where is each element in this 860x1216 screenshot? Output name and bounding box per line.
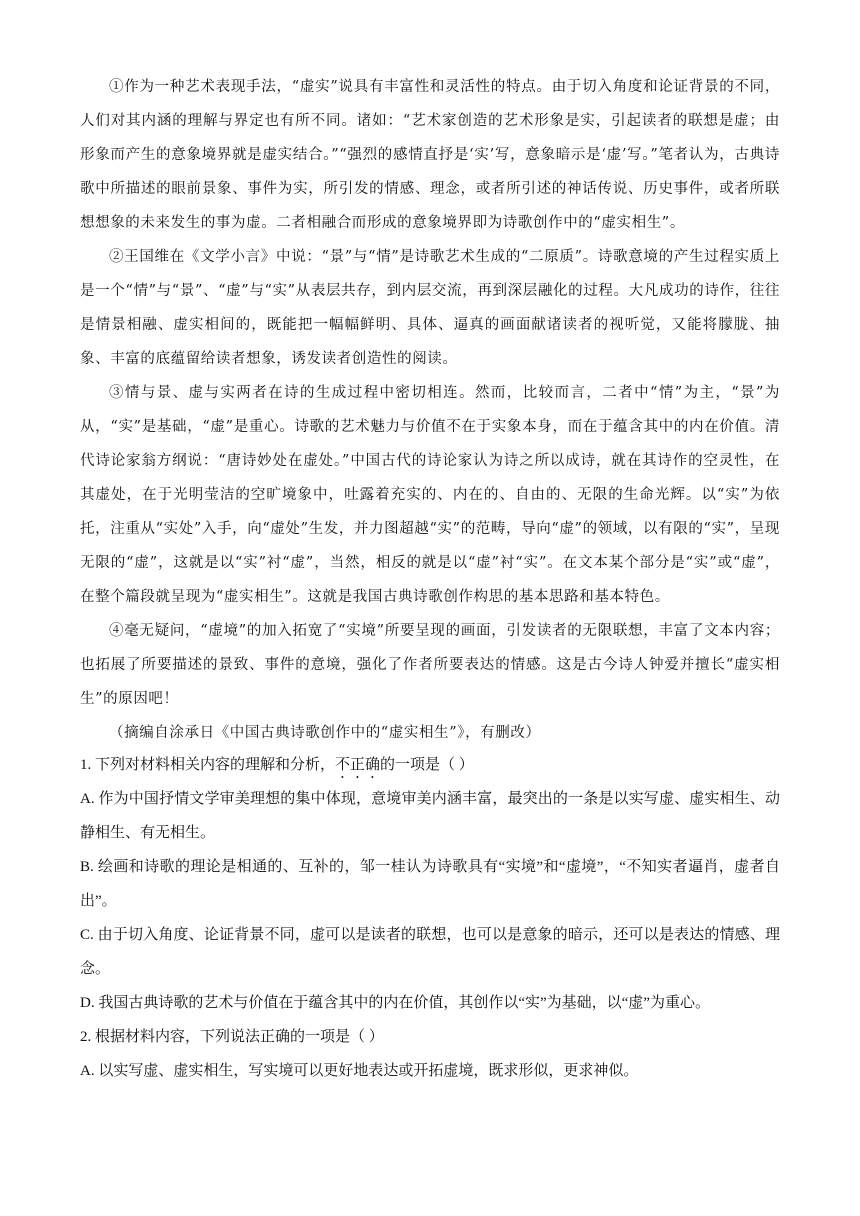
question-1-suffix: 的一项是（ ） bbox=[380, 757, 474, 773]
question-1-option-b: B. 绘画和诗歌的理论是相通的、互补的，邹一桂认为诗歌具有“实境”和“虚境”，“不知实者逼肖，虚者自出”。 bbox=[80, 859, 780, 909]
question-1-option-a: A. 作为中国抒情文学审美理想的集中体现，意境审美内涵丰富，最突出的一条是以实写虚、虚实相生、动静相生、有无相生。 bbox=[80, 791, 780, 841]
question-1-stem bbox=[80, 748, 780, 782]
passage-source: （摘编自涂承日《中国古典诗歌创作中的“虚实相生”》，有删改） bbox=[109, 725, 541, 741]
questions-section bbox=[80, 748, 780, 1088]
passage-paragraph-3: ③情与景、虚与实两者在诗的生成过程中密切相连。然而，比较而言，二者中“情”为主，“景”为从，“实”是基础，“虚”是重心。诗歌的艺术魅力与价值不在于实象本身，而在于蕴含其中的内在价值。清代诗论家翁方纲说：“唐诗妙处在虚处。”中国古代的诗论家认为诗之所以成诗，就在其诗作的空灵性，在其虚处，在于光明莹洁的空旷境象中，吐露着充实的、内在的、自由的、无限的生命光辉。以“实”为依托，注重从“实处”入手，向“虚处”生发，并力图超越“实”的范畴，导向“虚”的领域，以有限的“实”，呈现无限的“虚”，这就是以“实”衬“虚”，当然，相反的就是以“虚”衬“实”。在文本某个部分是“实”或“虚”，在整个篇段就呈现为“虚实相生”。这就是我国古典诗歌创作构思的基本思路和基本特色。 bbox=[80, 385, 780, 605]
question-1-emphasis: 不正确 bbox=[335, 757, 381, 773]
question-1-option-c: C. 由于切入角度、论证背景不同，虚可以是读者的联想，也可以是意象的暗示，还可以是表达的情感、理念。 bbox=[80, 927, 780, 977]
passage-paragraph-4: ④毫无疑问，“虚境”的加入拓宽了“实境”所要呈现的画面，引发读者的无限联想，丰富了文本内容；也拓展了所要描述的景致、事件的意境，强化了作者所要表达的情感。这是古今诗人钟爱并擅长“虚实相生”的原因吧！ bbox=[80, 623, 780, 707]
passage-paragraph-1: ①作为一种艺术表现手法，“虚实”说具有丰富性和灵活性的特点。由于切入角度和论证背景的不同，人们对其内涵的理解与界定也有所不同。诸如：“艺术家创造的艺术形象是实，引起读者的联想是虚；由形象而产生的意象境界就是虚实结合。”“强烈的感情直抒是‘实’写，意象暗示是‘虚’写。”笔者认为，古典诗歌中所描述的眼前景象、事件为实，所引发的情感、理念，或者所引述的神话传说、历史事件，或者所联想想象的未来发生的事为虚。二者相融合而形成的意象境界即为诗歌创作中的“虚实相生”。 bbox=[80, 79, 780, 231]
reading-passage bbox=[80, 70, 780, 750]
question-1-option-d: D. 我国古典诗歌的艺术与价值在于蕴含其中的内在价值，其创作以“实”为基础，以“虚”为重心。 bbox=[80, 995, 710, 1011]
question-2-stem: 2. 根据材料内容，下列说法正确的一项是（ ） bbox=[80, 1029, 384, 1045]
question-2-option-a: A. 以实写虚、虚实相生，写实境可以更好地表达或开拓虚境，既求形似，更求神似。 bbox=[80, 1063, 639, 1079]
question-1-prefix: 1. 下列对材料相关内容的理解和分析， bbox=[80, 757, 336, 773]
passage-paragraph-2: ②王国维在《文学小言》中说：“景”与“情”是诗歌艺术生成的“二原质”。诗歌意境的产生过程实质上是一个“情”与“景”、“虚”与“实”从表层共存，到内层交流，再到深层融化的过程。大凡成功的诗作，往往是情景相融、虚实相间的，既能把一幅幅鲜明、具体、逼真的画面献诸读者的视听觉，又能将朦胧、抽象、丰富的底蕴留给读者想象，诱发读者创造性的阅读。 bbox=[80, 249, 780, 367]
